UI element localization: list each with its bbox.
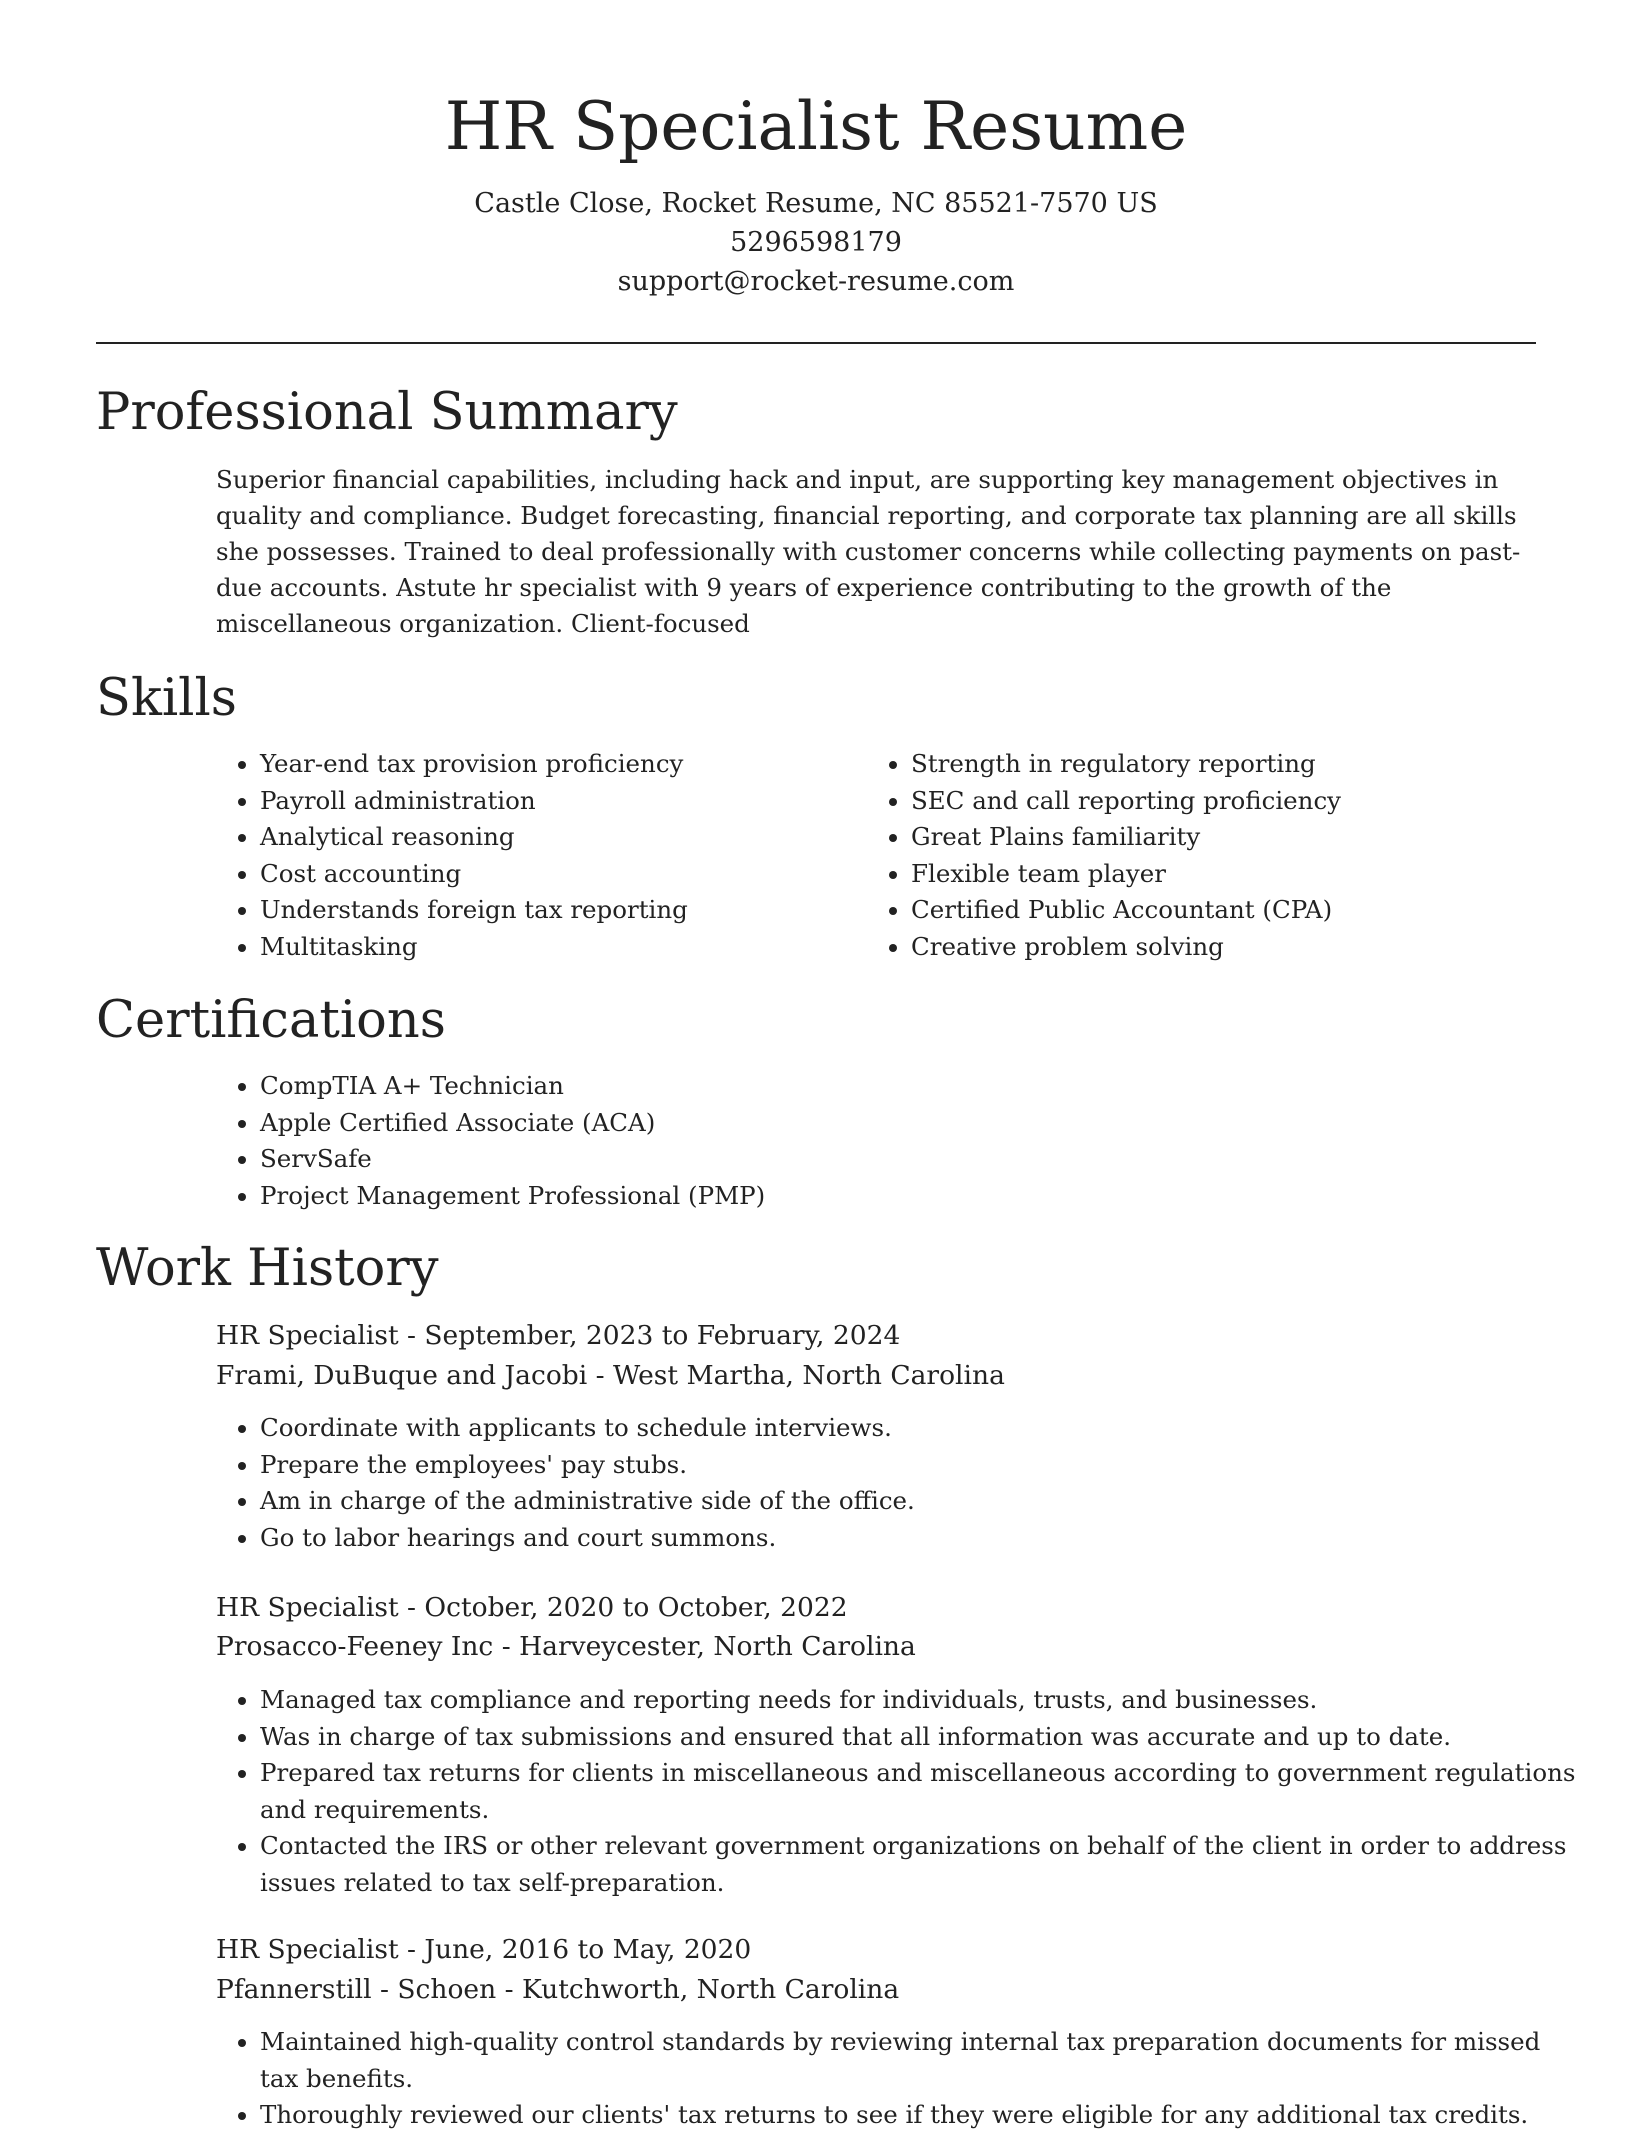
list-item: • Am in charge of the administrative side of the office. <box>260 1483 1580 1520</box>
list-item: • Creative problem solving <box>911 929 1531 966</box>
list-item: • Great Plains familiarity <box>911 819 1531 856</box>
list-item: • Go to labor hearings and court summons. <box>260 1520 1580 1557</box>
contact-email: support@rocket-resume.com <box>617 266 1015 297</box>
list-item: • Multitasking <box>260 929 860 966</box>
list-item: • Certified Public Accountant (CPA) <box>911 892 1531 929</box>
job-bullets <box>216 2024 1580 2134</box>
list-item: • Flexible team player <box>911 856 1531 893</box>
job-company-line: Pfannerstill - Schoen - Kutchworth, North Carolina <box>216 1974 900 2005</box>
skills-list-left <box>216 746 860 965</box>
job-title-line: HR Specialist - September, 2023 to February, 2024 <box>216 1320 901 1351</box>
list-item: • Managed tax compliance and reporting needs for individuals, trusts, and businesses. <box>260 1682 1580 1719</box>
contact-info <box>96 184 1536 301</box>
certifications-list <box>216 1068 1460 1214</box>
contact-phone: 5296598179 <box>730 227 902 258</box>
list-item: • Strength in regulatory reporting <box>911 746 1531 783</box>
list-item: • Understands foreign tax reporting <box>260 892 860 929</box>
resume-header <box>96 84 1536 301</box>
skills-list-right <box>867 746 1531 965</box>
list-item: • CompTIA A+ Technician <box>260 1068 1460 1105</box>
list-item: • Project Management Professional (PMP) <box>260 1178 1460 1215</box>
header-divider <box>96 342 1536 344</box>
contact-address: Castle Close, Rocket Resume, NC 85521-7570 US <box>474 188 1158 219</box>
job-bullets <box>216 1682 1580 1901</box>
list-item: • Was in charge of tax submissions and ensured that all information was accurate and up to date. <box>260 1719 1580 1756</box>
list-item: • ServSafe <box>260 1141 1460 1178</box>
work-history-heading: Work History <box>96 1239 439 1298</box>
list-item: • Apple Certified Associate (ACA) <box>260 1105 1460 1142</box>
list-item: • Cost accounting <box>260 856 860 893</box>
list-item: • SEC and call reporting proficiency <box>911 783 1531 820</box>
job-company-line: Prosacco-Feeney Inc - Harveycester, North Carolina <box>216 1631 916 1662</box>
list-item: • Prepare the employees' pay stubs. <box>260 1447 1580 1484</box>
certifications-heading: Certifications <box>96 991 446 1050</box>
list-item: • Year-end tax provision proficiency <box>260 746 860 783</box>
list-item: • Thoroughly reviewed our clients' tax returns to see if they were eligible for any additional tax credits. <box>260 2097 1580 2134</box>
job-title-line: HR Specialist - June, 2016 to May, 2020 <box>216 1934 752 1965</box>
job-title-line: HR Specialist - October, 2020 to October, 2022 <box>216 1592 848 1623</box>
skills-heading: Skills <box>96 669 237 728</box>
job-bullets <box>216 1410 1580 1556</box>
list-item: • Coordinate with applicants to schedule interviews. <box>260 1410 1580 1447</box>
page-title: HR Specialist Resume <box>444 88 1188 165</box>
summary-heading: Professional Summary <box>96 383 678 442</box>
summary-text: Superior financial capabilities, including hack and input, are supporting key management objectives in quality and compliance. Budget forecasting, financial reporting, and corporate tax planning are all skills she possesses. Trained to deal professionally with customer concerns while collecting payments on past-due accounts. Astute hr specialist with 9 years of experience contributing to the growth of the miscellaneous organization. Client-focused <box>216 465 1521 638</box>
list-item: • Contacted the IRS or other relevant government organizations on behalf of the client in order to address issues related to tax self-preparation. <box>260 1828 1580 1901</box>
list-item: • Prepared tax returns for clients in miscellaneous and miscellaneous according to government regulations and requirements. <box>260 1755 1580 1828</box>
list-item: • Maintained high-quality control standards by reviewing internal tax preparation documents for missed tax benefits. <box>260 2024 1580 2097</box>
job-company-line: Frami, DuBuque and Jacobi - West Martha, North Carolina <box>216 1360 1005 1391</box>
list-item: • Payroll administration <box>260 783 860 820</box>
list-item: • Analytical reasoning <box>260 819 860 856</box>
